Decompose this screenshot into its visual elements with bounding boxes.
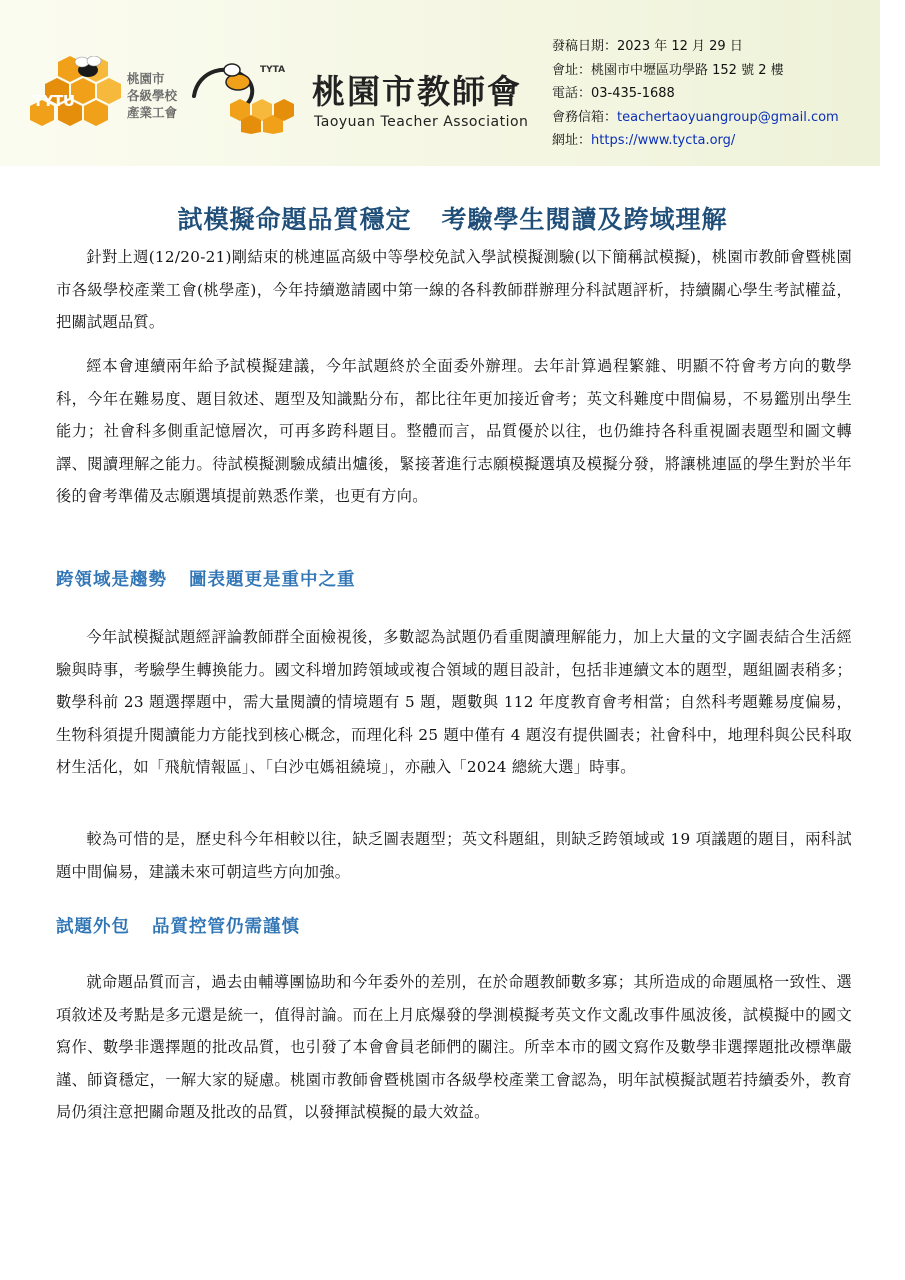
release-date: 發稿日期：2023 年 12 月 29 日 bbox=[552, 39, 743, 54]
section-heading-part: 試題外包 bbox=[56, 917, 130, 937]
union-name-line: 產業工會 bbox=[127, 105, 178, 120]
website-link[interactable]: https://www.tycta.org/ bbox=[591, 133, 736, 148]
phone: 電話：03-435-1688 bbox=[552, 86, 675, 101]
paragraph: 今年試模擬試題經評論教師群全面檢視後，多數認為試題仍看重閱讀理解能力，加上大量的文字圖表結合生活經驗與時事，考驗學生轉換能力。國文科增加跨領域或複合領域的題目設計，包括非連續文本的題型，題組圖表稍多；數學科前 23 題選擇題中，需大量閱讀的情境題有 5 題，題數與 112 年度教育會考相當；自然科考題難易度偏易，生物科須提升閱讀能力方能找到核心概念，而理化科 25 題中僅有 4 題沒有提供圖表；社會科中，地理科與公民科取材生活化，如「飛航情報區」、「白沙屯媽祖繞境」，亦融入「2024 總統大選」時事。 bbox=[56, 628, 852, 776]
union-name-line: 各級學校 bbox=[127, 88, 178, 103]
section-heading bbox=[56, 566, 356, 591]
title-part: 考驗學生閱讀及跨域理解 bbox=[441, 204, 728, 234]
union-logo bbox=[30, 56, 190, 134]
section-heading-part: 圖表題更是重中之重 bbox=[189, 570, 356, 590]
address: 會址：桃園市中壢區功學路 152 號 2 樓 bbox=[552, 62, 784, 78]
association-name: 桃園市教師會 bbox=[312, 72, 522, 111]
section-heading-part: 品質控管仍需謹慎 bbox=[152, 917, 300, 937]
article-title bbox=[0, 200, 905, 236]
title-part: 試模擬命題品質穩定 bbox=[177, 204, 412, 234]
union-name-line: 桃園市 bbox=[127, 71, 165, 86]
union-name bbox=[127, 70, 197, 121]
section-heading bbox=[56, 913, 300, 938]
website-line bbox=[552, 129, 839, 153]
association-name-english: Taoyuan Teacher Association bbox=[314, 114, 529, 130]
website-label: 網址： bbox=[552, 133, 592, 148]
union-logo-text: TYTU bbox=[33, 92, 75, 110]
email-line bbox=[552, 106, 839, 130]
association-logo-text: TYTA bbox=[260, 65, 286, 75]
section-heading-part: 跨領域是趨勢 bbox=[56, 570, 167, 590]
paragraph: 就命題品質而言，過去由輔導團協助和今年委外的差別，在於命題教師數多寡；其所造成的命題風格一致性、選項敘述及考點是多元還是統一，值得討論。而在上月底爆發的學測模擬考英文作文亂改事件風波後，試模擬中的國文寫作、數學非選擇題的批改品質，也引發了本會會員老師們的關注。所幸本市的國文寫作及數學非選擇題批改標準嚴謹、師資穩定，一解大家的疑慮。桃園市教師會暨桃園市各級學校產業工會認為，明年試模擬試題若持續委外，教育局仍須注意把關命題及批改的品質，以發揮試模擬的最大效益。 bbox=[56, 973, 852, 1121]
paragraph: 較為可惜的是，歷史科今年相較以往，缺乏圖表題型；英文科題組，則缺乏跨領域或 19 項議題的題目，兩科試題中間偏易，建議未來可朝這些方向加強。 bbox=[56, 830, 852, 881]
email-link[interactable]: teachertaoyuangroup@gmail.com bbox=[617, 109, 839, 125]
contact-block bbox=[552, 35, 839, 153]
paragraph: 針對上週(12/20-21)剛結束的桃連區高級中等學校免試入學試模擬測驗(以下簡稱試模擬)，桃園市教師會暨桃園市各級學校產業工會(桃學產)，今年持續邀請國中第一線的各科教師群辦理分科試題評析，持續關心學生考試權益，把關試題品質。 bbox=[56, 248, 852, 331]
paragraph: 經本會連續兩年給予試模擬建議，今年試題終於全面委外辦理。去年計算過程繁雜、明顯不符會考方向的數學科，今年在難易度、題目敘述、題型及知識點分布，都比往年更加接近會考；英文科難度中間偏易，不易鑑別出學生能力；社會科多側重記憶層次，可再多跨科題目。整體而言，品質優於以往，也仍維持各科重視圖表題型和圖文轉譯、閱讀理解之能力。待試模擬測驗成績出爐後，緊接著進行志願模擬選填及模擬分發，將讓桃連區的學生對於半年後的會考準備及志願選填提前熟悉作業，也更有方向。 bbox=[56, 357, 852, 505]
email-label: 會務信箱： bbox=[552, 109, 618, 125]
